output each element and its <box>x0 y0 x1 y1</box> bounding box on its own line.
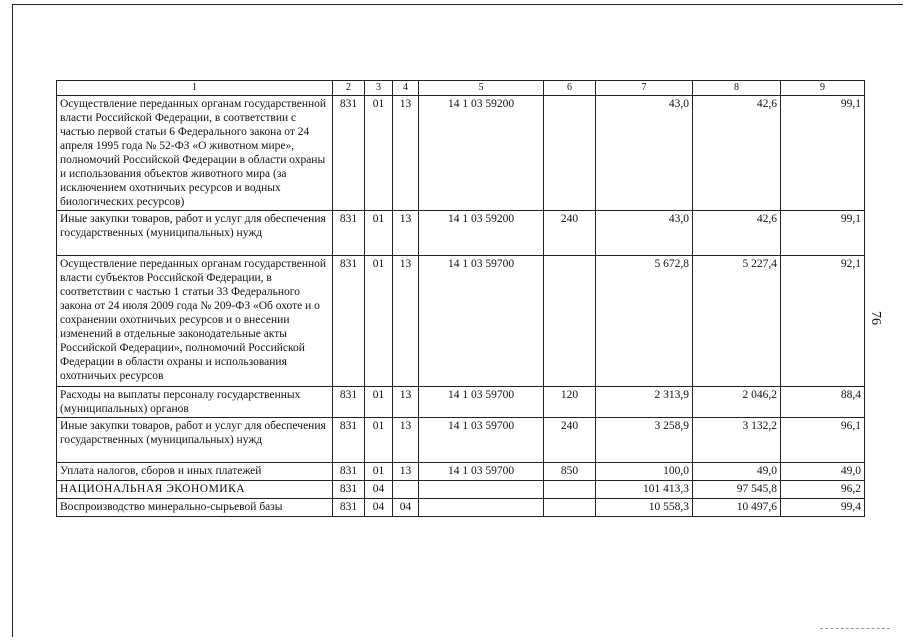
cell-expense-type: 120 <box>544 387 596 418</box>
table-row <box>57 211 865 256</box>
cell-planned: 5 672,8 <box>596 256 693 387</box>
cell-expense-type <box>544 499 596 517</box>
header-col-8: 8 <box>693 81 781 96</box>
budget-table <box>56 80 865 517</box>
cell-percent: 49,0 <box>781 463 865 481</box>
header-col-1: 1 <box>57 81 333 96</box>
cell-target-code: 14 1 03 59200 <box>419 211 544 256</box>
row-name: Уплата налогов, сборов и иных платежей <box>57 463 333 481</box>
cell-percent: 96,2 <box>781 481 865 499</box>
cell-section: 01 <box>365 387 393 418</box>
row-name: Иные закупки товаров, работ и услуг для обеспечения государственных (муниципальных) нужд <box>57 418 333 463</box>
row-name: НАЦИОНАЛЬНАЯ ЭКОНОМИКА <box>57 481 333 499</box>
cell-subsection: 13 <box>393 211 419 256</box>
cell-admin-code: 831 <box>333 256 365 387</box>
cell-section: 01 <box>365 463 393 481</box>
cell-subsection: 13 <box>393 96 419 211</box>
header-row <box>57 81 865 96</box>
table-row <box>57 96 865 211</box>
cell-subsection: 04 <box>393 499 419 517</box>
header-col-2: 2 <box>333 81 365 96</box>
cell-section: 04 <box>365 481 393 499</box>
cell-actual: 97 545,8 <box>693 481 781 499</box>
cell-target-code: 14 1 03 59700 <box>419 463 544 481</box>
cell-actual: 42,6 <box>693 211 781 256</box>
row-name: Осуществление переданных органам государственной власти Российской Федерации, в соответствии с частью первой статьи 6 Федерального закона от 24 апреля 1995 года № 52-ФЗ «О животном мире», полномочий Российской Федерации в области охраны и использования объектов животного мира (за исключением охотничьих ресурсов и водных биологических ресурсов) <box>57 96 333 211</box>
table-row <box>57 499 865 517</box>
cell-percent: 99,1 <box>781 96 865 211</box>
cell-admin-code: 831 <box>333 499 365 517</box>
header-col-3: 3 <box>365 81 393 96</box>
cell-target-code: 14 1 03 59700 <box>419 256 544 387</box>
cell-percent: 99,1 <box>781 211 865 256</box>
cell-target-code: 14 1 03 59700 <box>419 418 544 463</box>
row-name: Воспроизводство минерально-сырьевой базы <box>57 499 333 517</box>
cell-section: 01 <box>365 211 393 256</box>
cell-section: 01 <box>365 256 393 387</box>
table-row <box>57 256 865 387</box>
header-col-5: 5 <box>419 81 544 96</box>
row-name: Иные закупки товаров, работ и услуг для обеспечения государственных (муниципальных) нужд <box>57 211 333 256</box>
cell-planned: 100,0 <box>596 463 693 481</box>
cell-planned: 2 313,9 <box>596 387 693 418</box>
cell-target-code <box>419 481 544 499</box>
table-row <box>57 387 865 418</box>
cell-target-code: 14 1 03 59200 <box>419 96 544 211</box>
table-row <box>57 481 865 499</box>
cell-percent: 92,1 <box>781 256 865 387</box>
cell-subsection <box>393 481 419 499</box>
row-name: Осуществление переданных органам государственной власти субъектов Российской Федерации, в соответствии с частью 1 статьи 33 Федерального закона от 24 июля 2009 года № 209-ФЗ «Об охоте и о сохранении охотничьих ресурсов и о внесении изменений в отдельные законодательные акты Российской Федерации», полномочий Российской Федерации в области охраны и использования охотничьих ресурсов <box>57 256 333 387</box>
table-row <box>57 418 865 463</box>
cell-section: 04 <box>365 499 393 517</box>
cell-percent: 99,4 <box>781 499 865 517</box>
cell-actual: 42,6 <box>693 96 781 211</box>
cell-subsection: 13 <box>393 463 419 481</box>
cell-actual: 10 497,6 <box>693 499 781 517</box>
cell-planned: 3 258,9 <box>596 418 693 463</box>
cell-actual: 5 227,4 <box>693 256 781 387</box>
header-col-4: 4 <box>393 81 419 96</box>
cell-expense-type <box>544 481 596 499</box>
cell-section: 01 <box>365 96 393 211</box>
cell-actual: 3 132,2 <box>693 418 781 463</box>
cell-admin-code: 831 <box>333 418 365 463</box>
cell-expense-type <box>544 96 596 211</box>
cell-expense-type <box>544 256 596 387</box>
row-name: Расходы на выплаты персоналу государственных (муниципальных) органов <box>57 387 333 418</box>
page-number: 76 <box>868 311 883 325</box>
cell-expense-type: 240 <box>544 211 596 256</box>
cell-target-code: 14 1 03 59700 <box>419 387 544 418</box>
cell-percent: 96,1 <box>781 418 865 463</box>
cell-admin-code: 831 <box>333 211 365 256</box>
cell-subsection: 13 <box>393 387 419 418</box>
header-col-6: 6 <box>544 81 596 96</box>
table-row <box>57 463 865 481</box>
cell-subsection: 13 <box>393 418 419 463</box>
cell-expense-type: 240 <box>544 418 596 463</box>
cell-admin-code: 831 <box>333 463 365 481</box>
cell-target-code <box>419 499 544 517</box>
cell-actual: 2 046,2 <box>693 387 781 418</box>
cell-planned: 101 413,3 <box>596 481 693 499</box>
scan-artifact <box>820 628 890 629</box>
header-col-9: 9 <box>781 81 865 96</box>
cell-planned: 43,0 <box>596 211 693 256</box>
cell-planned: 10 558,3 <box>596 499 693 517</box>
cell-section: 01 <box>365 418 393 463</box>
cell-subsection: 13 <box>393 256 419 387</box>
cell-planned: 43,0 <box>596 96 693 211</box>
header-col-7: 7 <box>596 81 693 96</box>
cell-percent: 88,4 <box>781 387 865 418</box>
cell-admin-code: 831 <box>333 481 365 499</box>
cell-actual: 49,0 <box>693 463 781 481</box>
cell-admin-code: 831 <box>333 387 365 418</box>
cell-admin-code: 831 <box>333 96 365 211</box>
cell-expense-type: 850 <box>544 463 596 481</box>
